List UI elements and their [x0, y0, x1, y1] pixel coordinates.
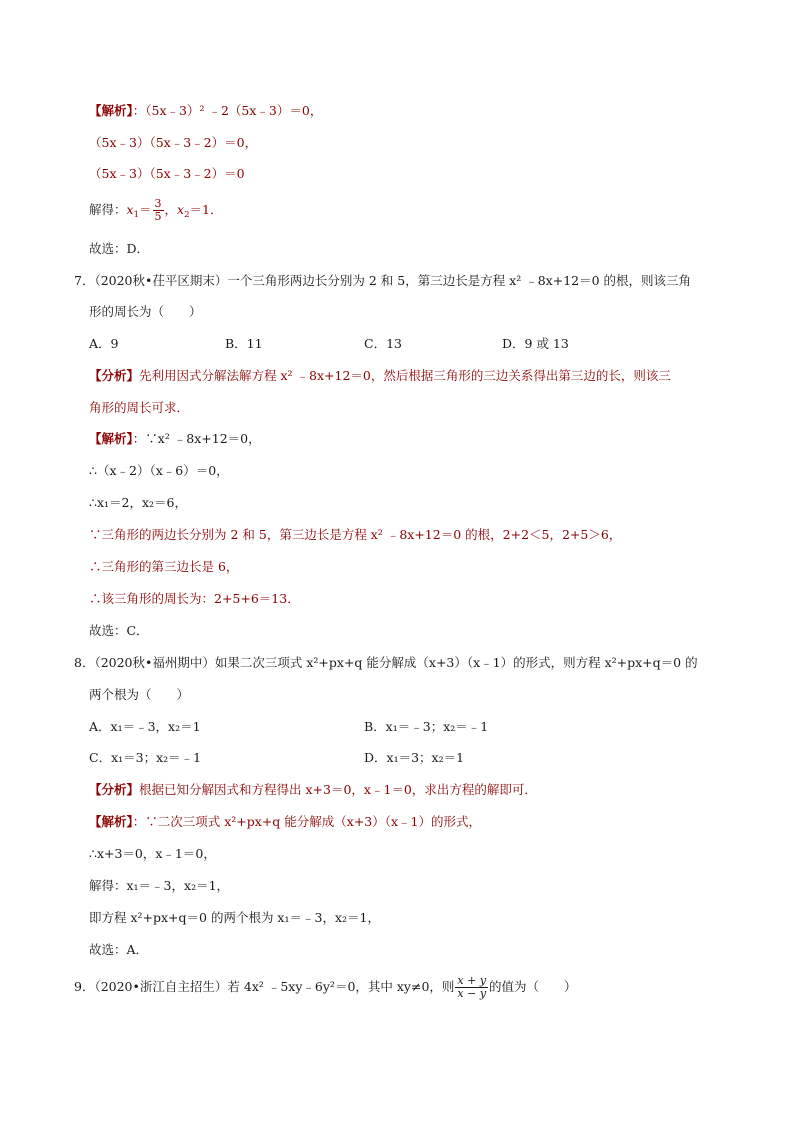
- q8-option-c: C．x₁＝3；x₂＝﹣1: [89, 750, 202, 765]
- q7-solution-line3: ∴x₁＝2，x₂＝6，: [89, 495, 187, 510]
- q6-analysis-line3: （5x﹣3）（5x﹣3﹣2）＝0: [89, 166, 245, 181]
- q7-analysis-line1: [89, 366, 671, 386]
- q7-analysis-line2: 角形的周长可求．: [89, 400, 190, 415]
- q7-solution-text-1: ：∵x² ﹣8x+12＝0，: [132, 431, 261, 446]
- q8-solution-text-1: ：∵二次三项式 x²+px+q 能分解成（x+3）（x﹣1）的形式，: [132, 814, 482, 829]
- q9-fraction: [455, 975, 488, 1000]
- q7-choose: 故选：C．: [89, 623, 149, 638]
- q7-solution-line5: ∴三角形的第三边长是 6，: [89, 559, 239, 574]
- q8-solution-line1: [89, 812, 481, 832]
- fraction-denominator: 5: [154, 210, 162, 223]
- q8-option-d: D．x₁＝3；x₂＝1: [364, 750, 465, 765]
- q7-option-b: B．11: [225, 336, 263, 351]
- analysis-tag: 【解析】: [89, 103, 133, 118]
- q7-solution-line1: [89, 429, 261, 449]
- q7-solution-line2: ∴（x﹣2）（x﹣6）＝0，: [89, 463, 229, 478]
- q7-option-c: C．13: [364, 336, 402, 351]
- q7-solution-line4: ∵三角形的两边长分别为 2 和 5，第三边长是方程 x² ﹣8x+12＝0 的根，2+2＜5，2+5＞6，: [89, 527, 622, 542]
- q9-stem-text: 9．（2020•浙江自主招生）若 4x² ﹣5xy﹣6y²＝0，其中 xy≠0，则: [74, 979, 455, 994]
- q9-fraction-numerator: x + y: [457, 974, 487, 987]
- q8-solution-line3: 解得：x₁＝﹣3，x₂＝1，: [89, 878, 230, 893]
- q6-solve-line: 解得：$x_1=$ $\frac{3}{5}$ ，$x_2=1$．: [89, 197, 223, 223]
- solution-tag: 【解析】: [89, 814, 133, 829]
- q7-stem-line1: 7．（2020秋•茌平区期末）一个三角形两边长分别为 2 和 5，第三边长是方程 x² ﹣8x+12＝0 的根，则该三角: [74, 273, 692, 288]
- q6-text-1: ：（5x﹣3）² ﹣2（5x﹣3）＝0，: [132, 103, 323, 118]
- q6-analysis-line1: [89, 101, 322, 121]
- q6-choose: 故选：D．: [89, 241, 150, 256]
- fraction: [153, 198, 164, 223]
- q8-analysis-line1: [89, 780, 537, 800]
- q9-stem-tail: 的值为（ ）: [489, 979, 577, 994]
- q8-analysis-text-1: 根据已知分解因式和方程得出 x+3＝0，x﹣1＝0，求出方程的解即可．: [139, 782, 537, 797]
- q9-stem-line1: [74, 975, 577, 1000]
- q9-fraction-denominator: x − y: [457, 987, 487, 1000]
- q8-choose: 故选：A．: [89, 942, 149, 957]
- solution-tag: 【解析】: [89, 431, 133, 446]
- fraction-numerator: 3: [154, 197, 162, 210]
- q8-option-b: B．x₁＝﹣3；x₂＝﹣1: [364, 719, 489, 734]
- q8-stem-line2: 两个根为（ ）: [89, 687, 190, 702]
- q7-option-d: D．9 或 13: [502, 336, 569, 351]
- q8-stem-line1: 8．（2020秋•福州期中）如果二次三项式 x²+px+q 能分解成（x+3）（x﹣1）的形式，则方程 x²+px+q＝0 的: [74, 655, 698, 670]
- analysis-tag: 【分析】: [89, 368, 140, 383]
- solve-prefix: 解得：: [89, 202, 127, 217]
- q7-solution-line6: ∴该三角形的周长为：2+5+6＝13．: [89, 591, 300, 606]
- q7-option-a: A．9: [89, 336, 119, 351]
- q7-stem-line2: 形的周长为（ ）: [89, 304, 202, 319]
- q6-analysis-line2: （5x﹣3）（5x﹣3﹣2）＝0，: [89, 135, 258, 150]
- q7-analysis-text-1: 先利用因式分解法解方程 x² ﹣8x+12＝0，然后根据三角形的三边关系得出第三边的长，则该三: [139, 368, 671, 383]
- q8-option-a: A．x₁＝﹣3，x₂＝1: [89, 719, 201, 734]
- q8-solution-line2: ∴x+3＝0，x﹣1＝0，: [89, 846, 216, 861]
- q8-solution-line4: 即方程 x²+px+q＝0 的两个根为 x₁＝﹣3，x₂＝1，: [89, 910, 380, 925]
- analysis-tag: 【分析】: [89, 782, 140, 797]
